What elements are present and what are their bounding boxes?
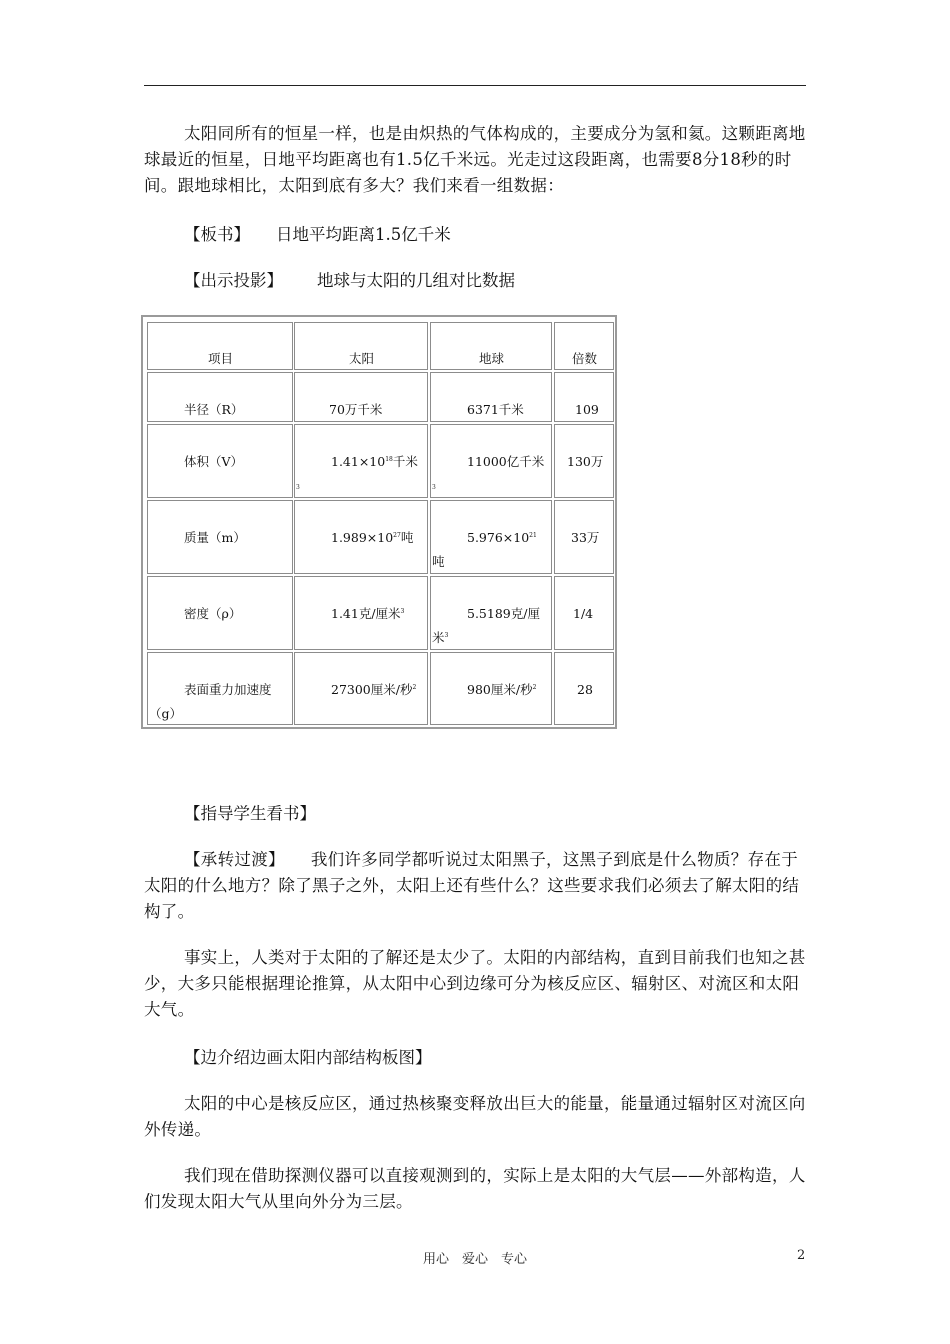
table-cell-item: 密度（ρ） bbox=[147, 576, 293, 650]
table-cell-sun: 27300厘米/秒$^2$ bbox=[294, 652, 428, 725]
board-line bbox=[184, 222, 451, 248]
intro-paragraph: 太阳同所有的恒星一样，也是由炽热的气体构成的，主要成分为氢和氦。这颗距离地球最近的恒星，日地平均距离也有1.5亿千米远。光走过这段距离，也需要8分18秒的时间。跟地球相比，太阳到底有多大？我们来看一组数据： bbox=[144, 124, 806, 195]
table-cell-sun: $1.989\times 10^{27}$吨 bbox=[294, 500, 428, 574]
core-paragraph: 太阳的中心是核反应区，通过热核聚变释放出巨大的能量，能量通过辐射区对流区向外传递。 bbox=[144, 1094, 806, 1139]
comparison-table bbox=[141, 315, 617, 729]
table-cell-item: 表面重力加速度 （g） bbox=[147, 652, 293, 725]
table-cell-ratio: 33万 bbox=[554, 500, 614, 574]
guide-heading: 【指导学生看书】 bbox=[184, 804, 316, 823]
table-cell-earth: 980厘米/秒$^2$ bbox=[430, 652, 552, 725]
table-header-cell: 项目 bbox=[147, 322, 293, 370]
table-header-cell: 太阳 bbox=[294, 322, 428, 370]
table-cell-ratio: 130万 bbox=[554, 424, 614, 498]
transition-paragraph bbox=[144, 847, 806, 925]
table-cell-ratio: 28 bbox=[554, 652, 614, 725]
table-header-cell: 地球 bbox=[430, 322, 552, 370]
projection-text: 地球与太阳的几组对比数据 bbox=[317, 271, 515, 290]
table-cell-sun: $1.41\times 10^{18}$千米 3 bbox=[294, 424, 428, 498]
table-cell-item: 半径（R） bbox=[147, 372, 293, 422]
atmosphere-paragraph: 我们现在借助探测仪器可以直接观测到的，实际上是太阳的大气层——外部构造，人们发现太阳大气从里向外分为三层。 bbox=[144, 1166, 806, 1211]
header-rule bbox=[144, 85, 806, 86]
page-number: 2 bbox=[797, 1248, 806, 1263]
table-cell-earth: $5.976\times 10^{21}$ 吨 bbox=[430, 500, 552, 574]
projection-label: 【出示投影】 bbox=[184, 271, 283, 290]
board-label: 【板书】 bbox=[184, 225, 250, 244]
table-cell-item: 体积（V） bbox=[147, 424, 293, 498]
table-cell-sun: 70万千米 bbox=[294, 372, 428, 422]
table-cell-earth: 11000亿千米 3 bbox=[430, 424, 552, 498]
table-cell-earth: 5.5189克/厘 米$^3$ bbox=[430, 576, 552, 650]
table-header-cell: 倍数 bbox=[554, 322, 614, 370]
transition-label: 【承转过渡】 bbox=[184, 850, 285, 869]
projection-line bbox=[184, 268, 515, 294]
transition-text: 我们许多同学都听说过太阳黑子，这黑子到底是什么物质？存在于太阳的什么地方？除了黑子之外，太阳上还有些什么？这些要求我们必须去了解太阳的结构了。 bbox=[144, 850, 800, 921]
table-cell-ratio: 109 bbox=[554, 372, 614, 422]
table-cell-sun: 1.41克/厘米$^3$ bbox=[294, 576, 428, 650]
table-cell-earth: 6371千米 bbox=[430, 372, 552, 422]
table-cell-ratio: 1/4 bbox=[554, 576, 614, 650]
table-cell-item: 质量（m） bbox=[147, 500, 293, 574]
footer-motto: 用心 爱心 专心 bbox=[422, 1252, 527, 1267]
board-text: 日地平均距离1.5亿千米 bbox=[276, 225, 451, 244]
board-drawing-heading: 【边介绍边画太阳内部结构板图】 bbox=[184, 1048, 432, 1067]
fact-paragraph: 事实上，人类对于太阳的了解还是太少了。太阳的内部结构，直到目前我们也知之甚少，大多只能根据理论推算，从太阳中心到边缘可分为核反应区、辐射区、对流区和太阳大气。 bbox=[144, 948, 806, 1019]
